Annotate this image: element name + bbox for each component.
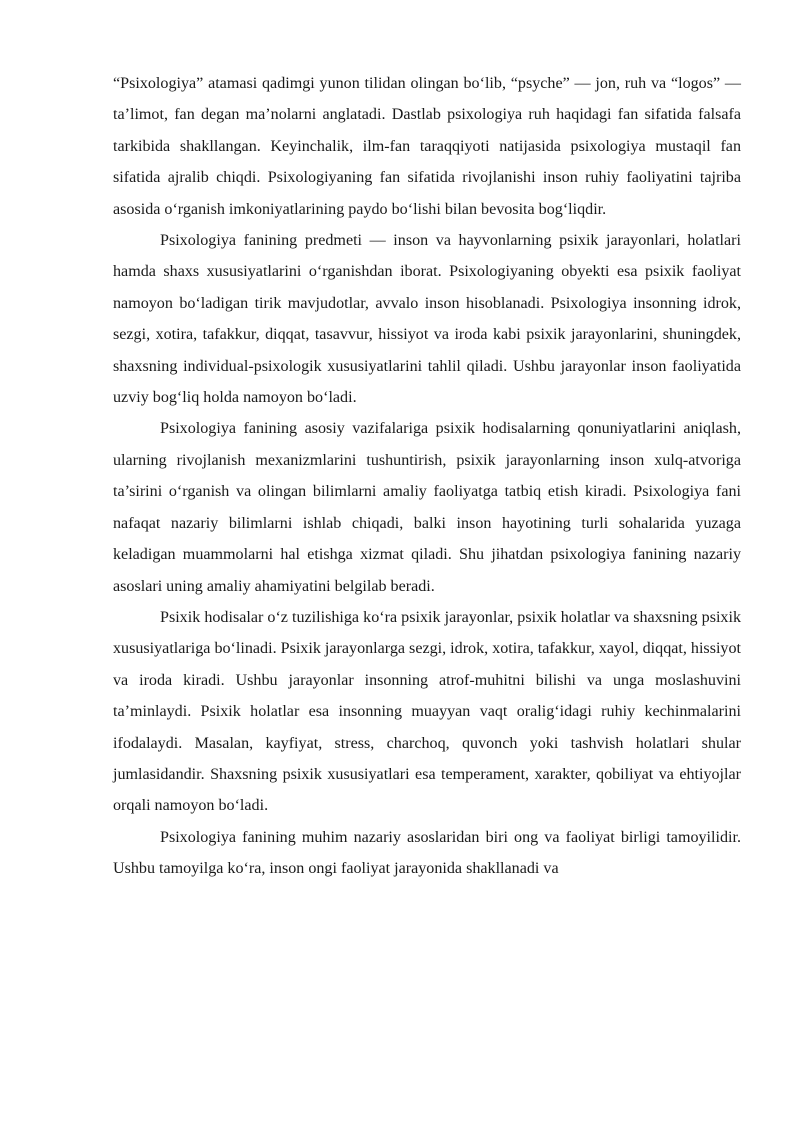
document-page <box>113 68 741 885</box>
paragraph-principle: Psixologiya fanining muhim nazariy asoslaridan biri ong va faoliyat birligi tamoyilidir. Ushbu tamoyilga ko‘ra, inson ongi faoliyat jarayonida shakllanadi va <box>113 828 741 878</box>
paragraph-tasks: Psixologiya fanining asosiy vazifalariga psixik hodisalarning qonuniyatlarini aniqlash, ularning rivojlanish mexanizmlarini tushuntirish, psixik jarayonlarning inson xulq-atvoriga ta’sirini o‘rganish va olingan bilimlarni amaliy faoliyatga tatbiq etish kiradi. Psixologiya fani nafaqat nazariy bilimlarni ishlab chiqadi, balki inson hayotining turli sohalarida yuzaga keladigan muammolarni hal etishga xizmat qiladi. Shu jihatdan psixologiya fanining nazariy asoslari uning amaliy ahamiyatini belgilab beradi. <box>113 420 741 595</box>
paragraph-phenomena: Psixik hodisalar o‘z tuzilishiga ko‘ra psixik jarayonlar, psixik holatlar va shaxsning psixik xususiyatlariga bo‘linadi. Psixik jarayonlarga sezgi, idrok, xotira, tafakkur, xayol, diqqat, hissiyot va iroda kiradi. Ushbu jarayonlar insonning atrof-muhitni bilishi va unga moslashuvini ta’minlaydi. Psixik holatlar esa insonning muayyan vaqt oralig‘idagi ruhiy kechinmalarini ifodalaydi. Masalan, kayfiyat, stress, charchoq, quvonch yoki tashvish holatlari shular jumlasidandir. Shaxsning psixik xususiyatlari esa temperament, xarakter, qobiliyat va ehtiyojlar orqali namoyon bo‘ladi. <box>113 608 741 815</box>
paragraph-subject: Psixologiya fanining predmeti — inson va hayvonlarning psixik jarayonlari, holatlari hamda shaxs xususiyatlarini o‘rganishdan iborat. Psixologiyaning obyekti esa psixik faoliyat namoyon bo‘ladigan tirik mavjudotlar, avvalo inson hisoblanadi. Psixologiya insonning idrok, sezgi, xotira, tafakkur, diqqat, tasavvur, hissiyot va iroda kabi psixik jarayonlarini, shuningdek, shaxsning individual-psixologik xususiyatlarini tahlil qiladi. Ushbu jarayonlar inson faoliyatida uzviy bog‘liq holda namoyon bo‘ladi. <box>113 232 741 407</box>
paragraph-etymology: “Psixologiya” atamasi qadimgi yunon tilidan olingan bo‘lib, “psyche” — jon, ruh va “logos” — ta’limot, fan degan ma’nolarni anglatadi. Dastlab psixologiya ruh haqidagi fan sifatida falsafa tarkibida shakllangan. Keyinchalik, ilm-fan taraqqiyoti natijasida psixologiya mustaqil fan sifatida ajralib chiqdi. Psixologiyaning fan sifatida rivojlanishi inson ruhiy faoliyatini tajriba asosida o‘rganish imkoniyatlarining paydo bo‘lishi bilan bevosita bog‘liqdir. <box>113 75 741 218</box>
